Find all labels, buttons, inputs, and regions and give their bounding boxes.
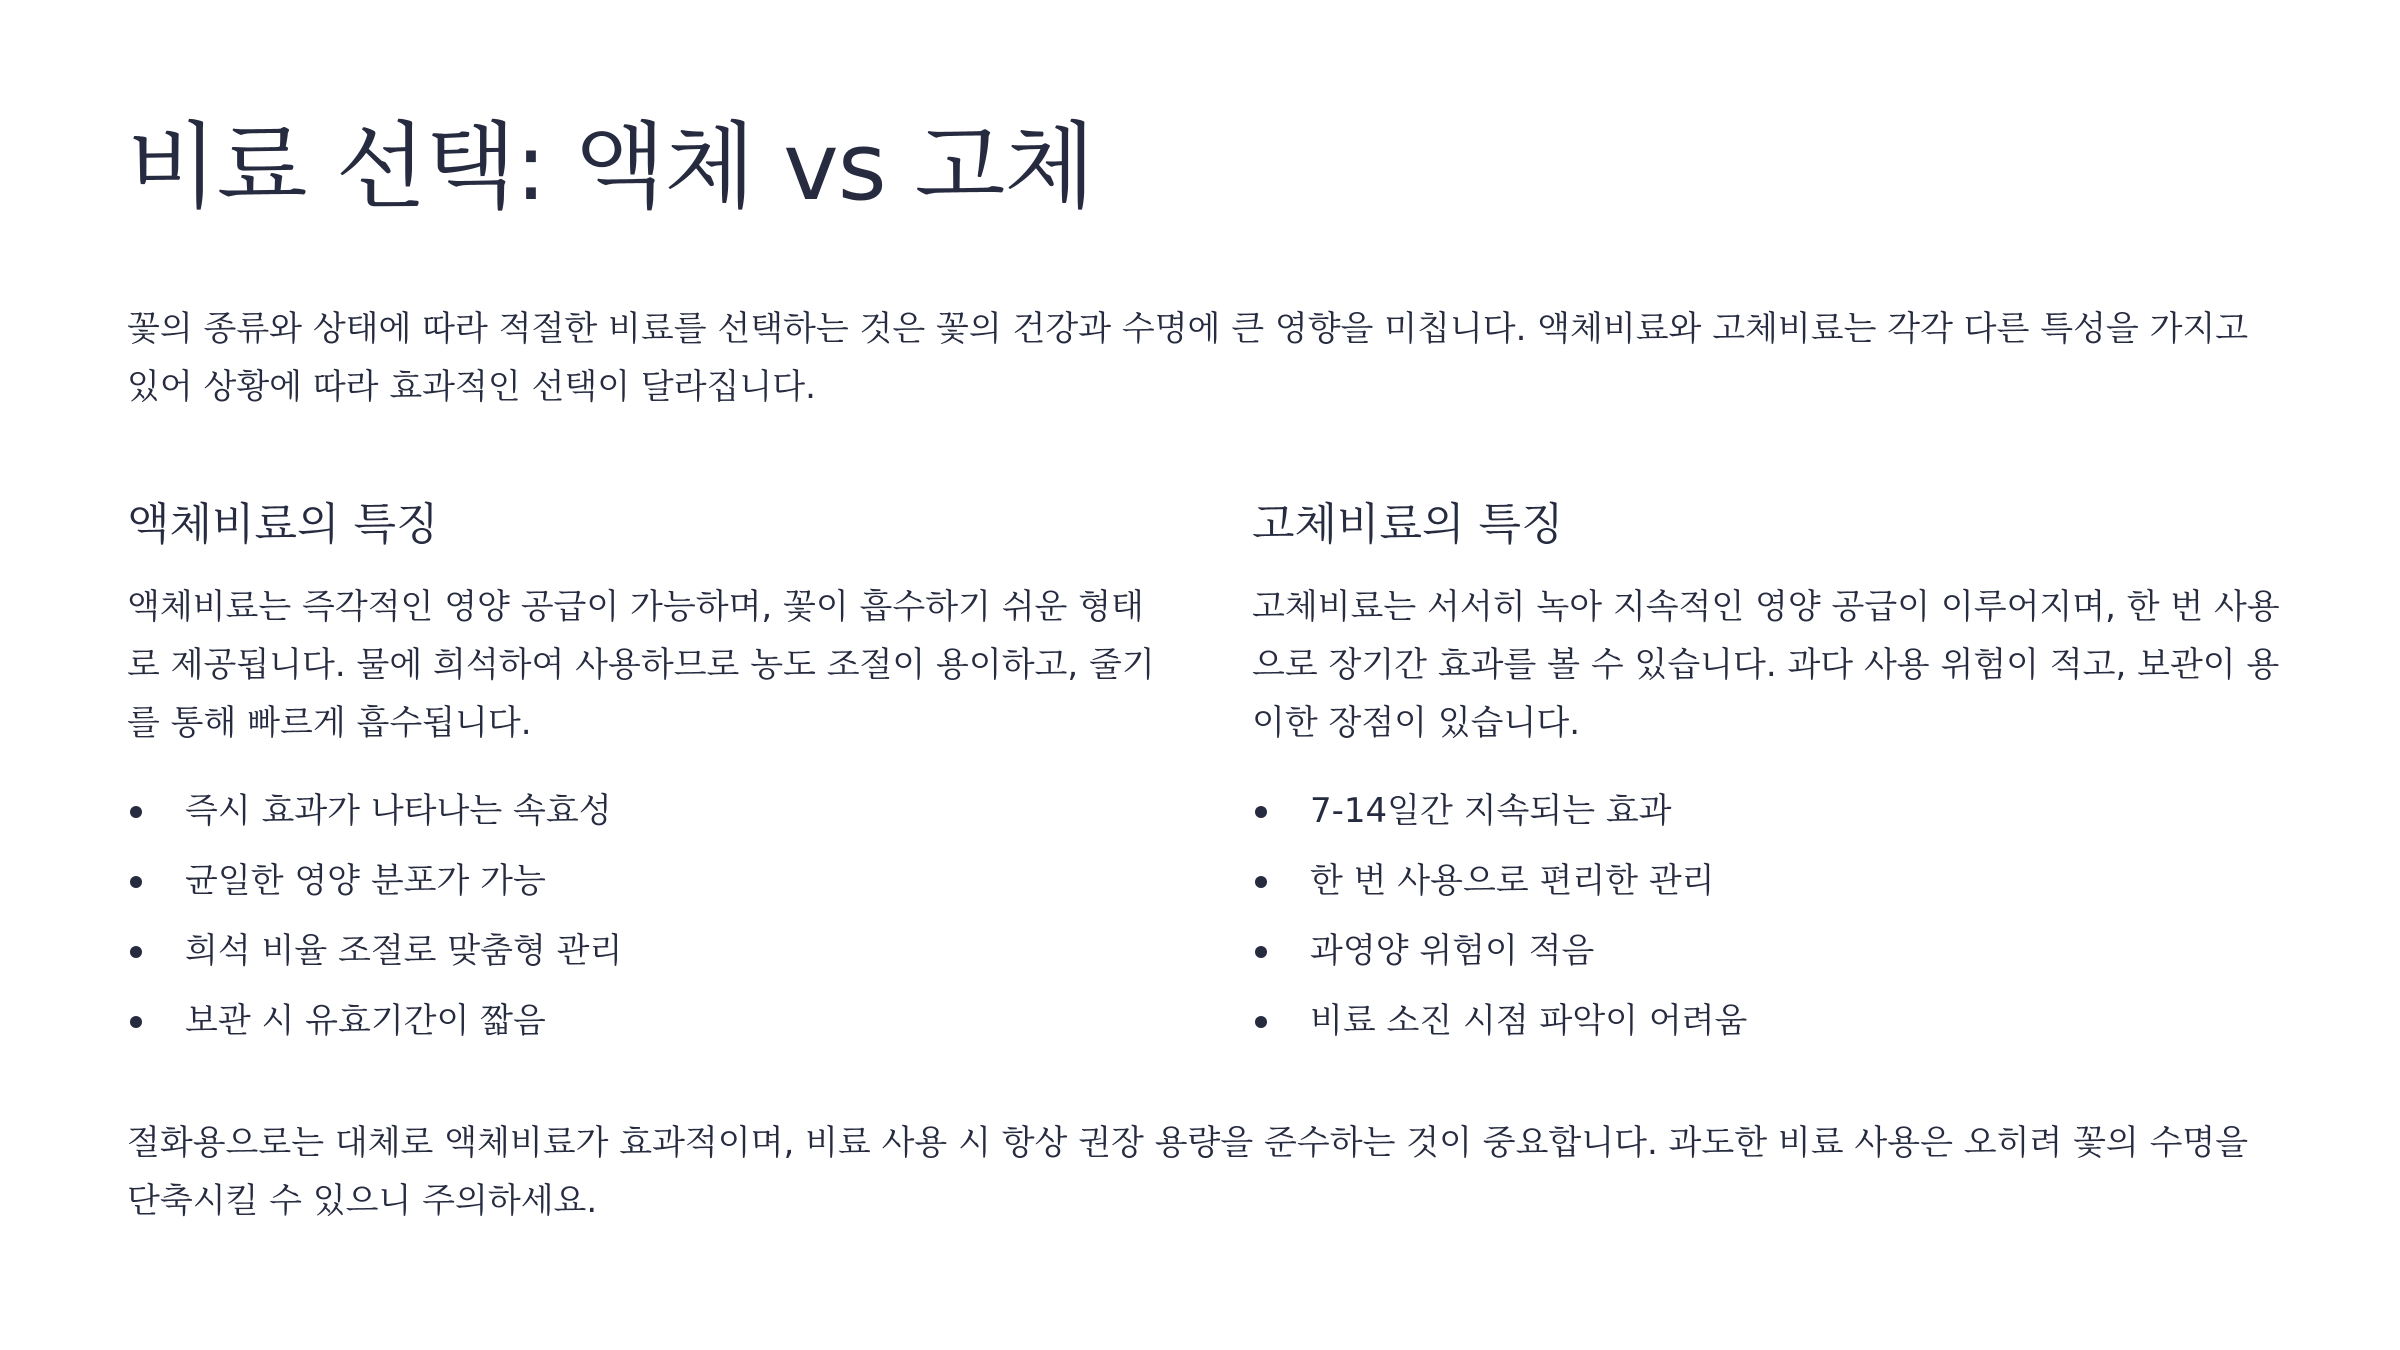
liquid-fertilizer-bullet-list [127,776,1162,1056]
bullet-icon [1255,946,1267,958]
solid-fertilizer-description: 고체비료는 서서히 녹아 지속적인 영양 공급이 이루어지며, 한 번 사용으로 장기간 효과를 볼 수 있습니다. 과다 사용 위험이 적고, 보관이 용이한 장점이 있습니다. [1252,587,2280,743]
list-item [127,776,1162,846]
list-item [1252,776,2287,846]
list-item-text: 즉시 효과가 나타나는 속효성 [185,791,612,831]
list-item-text: 보관 시 유효기간이 짧음 [185,1001,546,1041]
list-item [127,846,1162,916]
bullet-icon [1255,876,1267,888]
bullet-icon [130,876,142,888]
list-item-text: 과영양 위험이 적음 [1310,931,1595,971]
list-item [1252,916,2287,986]
list-item-text: 희석 비율 조절로 맞춤형 관리 [185,931,623,971]
bullet-icon [130,1016,142,1028]
comparison-columns [127,492,2287,1056]
list-item [127,986,1162,1056]
liquid-fertilizer-heading: 액체비료의 특징 [127,499,439,550]
bullet-icon [1255,1016,1267,1028]
liquid-fertilizer-description: 액체비료는 즉각적인 영양 공급이 가능하며, 꽃이 흡수하기 쉬운 형태로 제공됩니다. 물에 희석하여 사용하므로 농도 조절이 용이하고, 줄기를 통해 빠르게 흡수됩니다. [127,587,1155,743]
list-item [1252,986,2287,1056]
page-title: 비료 선택: 액체 vs 고체 [127,113,1095,222]
bullet-icon [1255,806,1267,818]
bullet-icon [130,946,142,958]
solid-fertilizer-bullet-list [1252,776,2287,1056]
list-item-text: 한 번 사용으로 편리한 관리 [1310,861,1715,901]
list-item [127,916,1162,986]
list-item-text: 비료 소진 시점 파악이 어려움 [1310,1001,1748,1041]
bullet-icon [130,806,142,818]
intro-paragraph: 꽃의 종류와 상태에 따라 적절한 비료를 선택하는 것은 꽃의 건강과 수명에 큰 영향을 미칩니다. 액체비료와 고체비료는 각각 다른 특성을 가지고 있어 상황에 따라 효과적인 선택이 달라집니다. [127,309,2249,407]
closing-paragraph: 절화용으로는 대체로 액체비료가 효과적이며, 비료 사용 시 항상 권장 용량을 준수하는 것이 중요합니다. 과도한 비료 사용은 오히려 꽃의 수명을 단축시킬 수 있으니 주의하세요. [127,1123,2249,1221]
solid-fertilizer-column [1252,492,2287,1056]
solid-fertilizer-heading: 고체비료의 특징 [1252,499,1564,550]
list-item [1252,846,2287,916]
list-item-text: 7-14일간 지속되는 효과 [1310,791,1672,831]
liquid-fertilizer-column [127,492,1162,1056]
list-item-text: 균일한 영양 분포가 가능 [185,861,546,901]
